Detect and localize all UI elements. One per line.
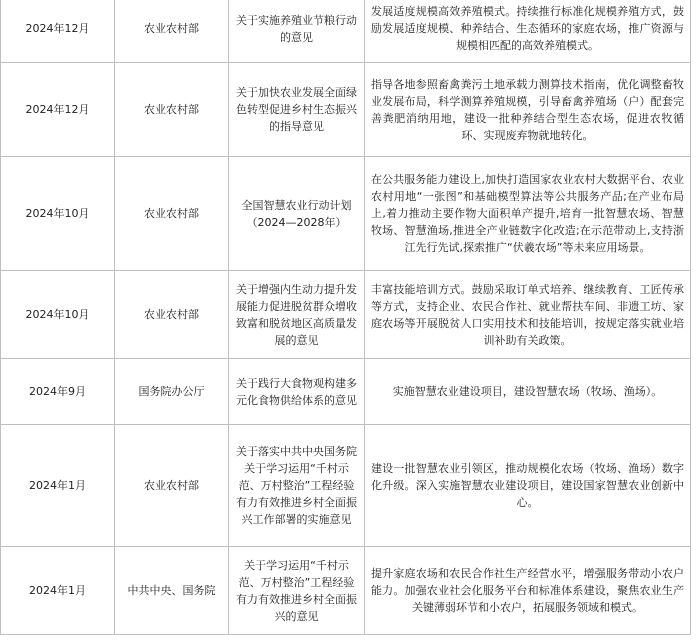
cell-policy-content: 发展适度规模高效养殖模式。持续推行标准化规模养殖方式，鼓励发展适度规模、种养结合、生态循环的家庭农场，推广资源与规模相匹配的高效养殖模式。 [365, 0, 691, 63]
table-row [1, 157, 691, 271]
cell-policy-title: 关于加快农业发展全面绿色转型促进乡村生态振兴的指导意见 [229, 63, 365, 157]
cell-date: 2024年10月 [1, 271, 115, 359]
cell-policy-title: 关于实施养殖业节粮行动的意见 [229, 0, 365, 63]
cell-policy-title: 关于落实中共中央国务院关于学习运用“千村示范、万村整治”工程经验有力有效推进乡村全面振兴工作部署的实施意见 [229, 425, 365, 547]
cell-date: 2024年12月 [1, 0, 115, 63]
cell-date: 2024年9月 [1, 359, 115, 425]
cell-department: 农业农村部 [115, 425, 229, 547]
cell-date: 2024年10月 [1, 157, 115, 271]
cell-department: 农业农村部 [115, 63, 229, 157]
cell-policy-title: 关于增强内生动力提升发展能力促进脱贫群众增收致富和脱贫地区高质量发展的意见 [229, 271, 365, 359]
cell-date: 2024年1月 [1, 425, 115, 547]
cell-department: 农业农村部 [115, 0, 229, 63]
cell-department: 农业农村部 [115, 157, 229, 271]
cell-policy-title: 全国智慧农业行动计划（2024—2028年） [229, 157, 365, 271]
cell-policy-content: 指导各地参照畜禽粪污土地承载力测算技术指南，优化调整畜牧业发展布局，科学测算养殖规模，引导畜禽养殖场（户）配套完善粪肥消纳用地，建设一批种养结合型生态农场，促进农牧循环、实现废弃物就地转化。 [365, 63, 691, 157]
table-row [1, 0, 691, 63]
cell-policy-content: 建设一批智慧农业引领区，推动规模化农场（牧场、渔场）数字化升级。深入实施智慧农业建设项目，建设国家智慧农业创新中心。 [365, 425, 691, 547]
cell-department: 国务院办公厅 [115, 359, 229, 425]
table-row [1, 359, 691, 425]
cell-department: 农业农村部 [115, 271, 229, 359]
cell-policy-content: 在公共服务能力建设上,加快打造国家农业农村大数据平台、农业农村用地“一张图”和基础模型算法等公共服务产品;在产业布局上,着力推动主要作物大面积单产提升,培育一批智慧农场、智慧牧场、智慧渔场,推进全产业链数字化改造;在示范带动上,支持浙江先行先试,探索推广“伏羲农场”等未来应用场景。 [365, 157, 691, 271]
cell-date: 2024年1月 [1, 547, 115, 635]
table-row [1, 63, 691, 157]
cell-policy-content: 提升家庭农场和农民合作社生产经营水平，增强服务带动小农户能力。加强农业社会化服务平台和标准体系建设，聚焦农业生产关键薄弱环节和小农户，拓展服务领域和模式。 [365, 547, 691, 635]
table-row [1, 425, 691, 547]
cell-policy-content: 丰富技能培训方式。鼓励采取订单式培养、继续教育、工匠传承等方式，支持企业、农民合作社、就业帮扶车间、非遗工坊、家庭农场等开展脱贫人口实用技术和技能培训，按规定落实就业培训补助有关政策。 [365, 271, 691, 359]
table-row [1, 547, 691, 635]
cell-department: 中共中央、国务院 [115, 547, 229, 635]
cell-policy-title: 关于学习运用“千村示范、万村整治”工程经验有力有效推进乡村全面振兴的意见 [229, 547, 365, 635]
table-row [1, 271, 691, 359]
cell-policy-content: 实施智慧农业建设项目，建设智慧农场（牧场、渔场）。 [365, 359, 691, 425]
cell-date: 2024年12月 [1, 63, 115, 157]
cell-policy-title: 关于践行大食物观构建多元化食物供给体系的意见 [229, 359, 365, 425]
